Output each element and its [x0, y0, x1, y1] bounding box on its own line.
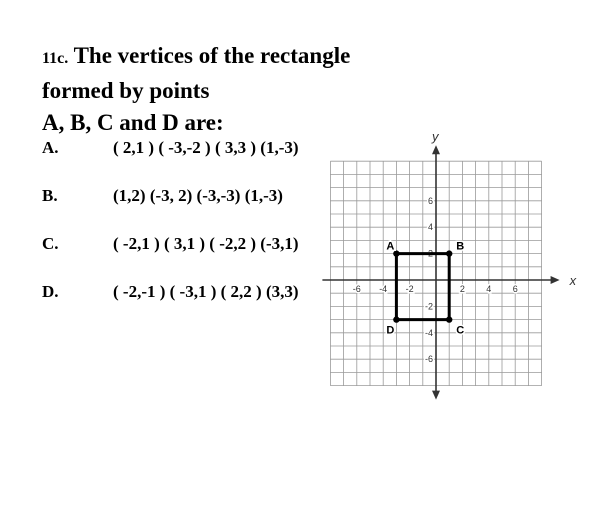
- vertex-label-c: C: [456, 324, 465, 337]
- x-tick-label: 6: [512, 284, 518, 294]
- x-axis-label: x: [569, 273, 577, 288]
- option-c-letter: C.: [42, 234, 59, 253]
- x-tick-label: 4: [486, 284, 492, 294]
- x-axis-arrow: [551, 276, 560, 284]
- question-line-1: The vertices of the rectangle: [73, 43, 351, 68]
- vertex-label-b: B: [456, 240, 465, 253]
- question-line-2: formed by points: [42, 78, 210, 103]
- option-a-letter: A.: [42, 138, 59, 157]
- y-tick-label: 2: [427, 248, 433, 259]
- y-axis-arrow-bottom: [432, 391, 440, 400]
- option-a-text[interactable]: ( 2,1 ) ( -3,-2 ) ( 3,3 ) (1,-3): [113, 138, 299, 157]
- option-c-text[interactable]: ( -2,1 ) ( 3,1 ) ( -2,2 ) (-3,1): [113, 234, 299, 253]
- option-b-text[interactable]: (1,2) (-3, 2) (-3,-3) (1,-3): [113, 186, 283, 205]
- option-d-letter: D.: [42, 282, 59, 301]
- x-tick-label: -4: [379, 284, 388, 294]
- y-tick-label: -6: [424, 354, 433, 365]
- y-axis-arrow: [432, 145, 440, 154]
- vertex-label-d: D: [386, 324, 395, 337]
- vertex-point-d: [393, 316, 399, 322]
- vertex-label-a: A: [386, 240, 395, 253]
- y-tick-label: -4: [424, 327, 433, 338]
- option-b-letter: B.: [42, 186, 58, 205]
- question-line-3: A, B, C and D are:: [42, 110, 224, 135]
- rectangle-abcd: [386, 241, 464, 337]
- coordinate-grid: [310, 120, 585, 420]
- question-number: 11c.: [42, 50, 69, 67]
- vertex-point-c: [446, 316, 452, 322]
- option-d-text[interactable]: ( -2,-1 ) ( -3,1 ) ( 2,2 ) (3,3): [113, 282, 299, 301]
- x-tick-label: 2: [459, 284, 465, 294]
- y-tick-label: 6: [427, 195, 433, 206]
- vertex-point-b: [446, 250, 452, 256]
- y-tick-label: 4: [427, 222, 433, 233]
- y-axis-label: y: [432, 129, 439, 145]
- x-tick-label: -6: [352, 284, 361, 294]
- x-tick-label: -2: [405, 284, 414, 294]
- y-tick-label: -2: [424, 301, 433, 312]
